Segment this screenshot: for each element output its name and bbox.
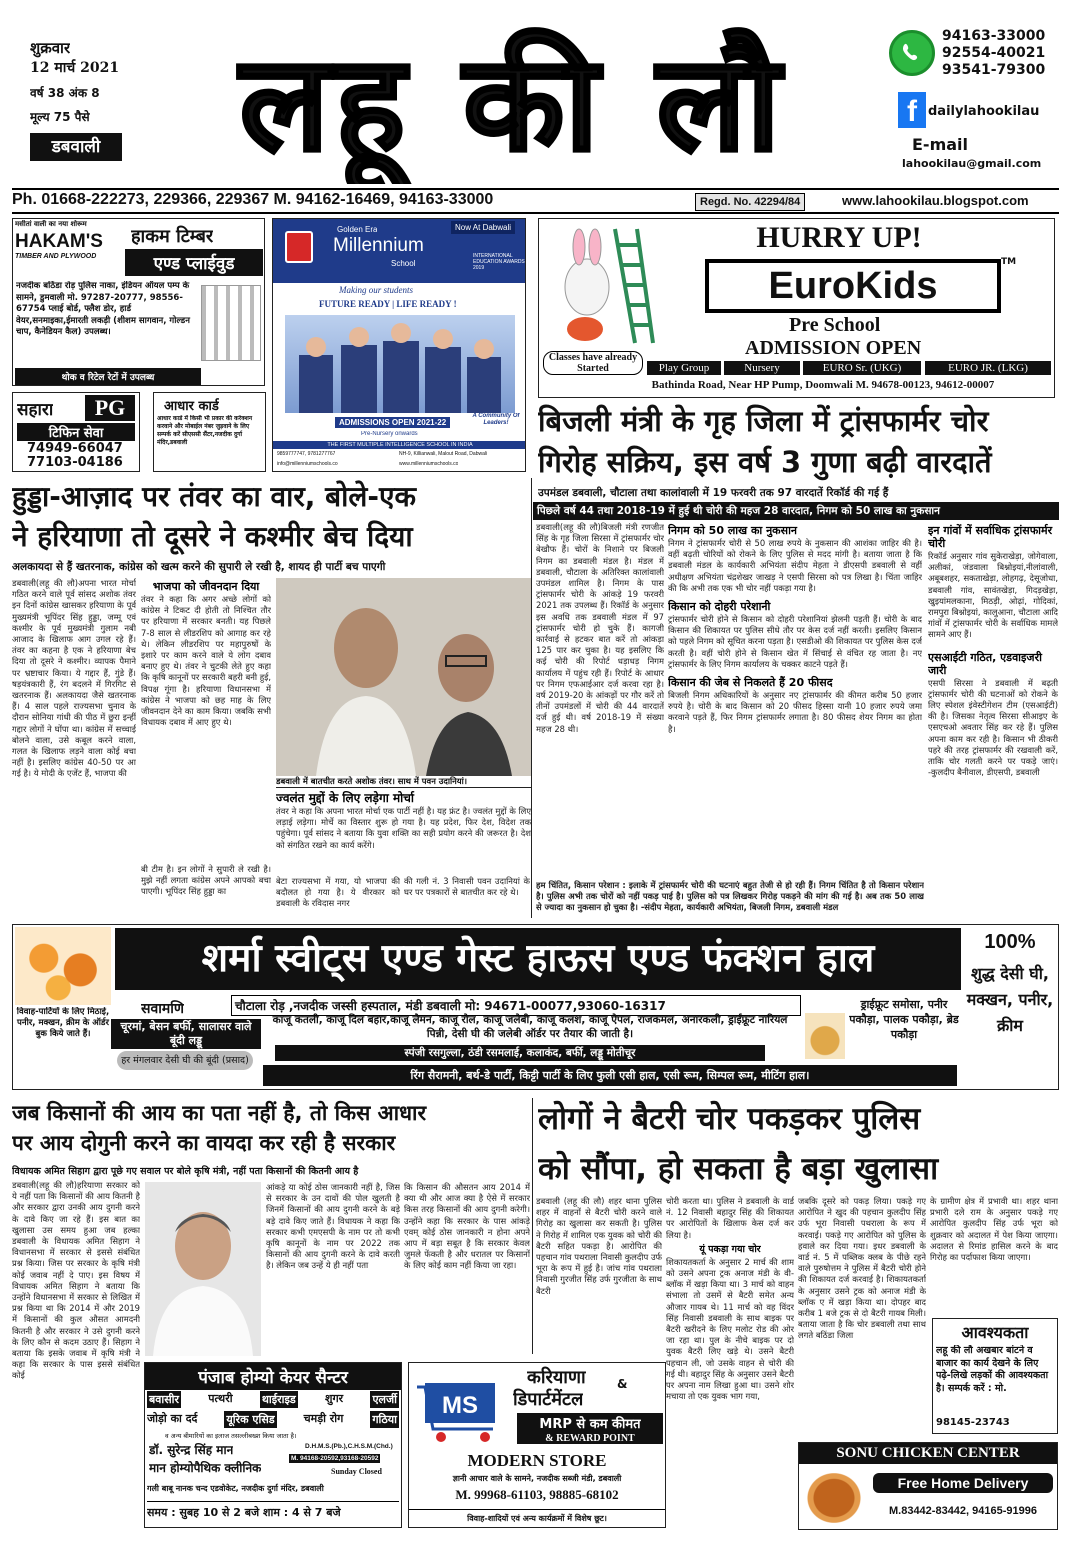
- sharma-sweets-ad: [12, 924, 1059, 1090]
- transformer-sub-3: किसान की जेब से निकलते हैं 20 फीसद: [668, 676, 833, 690]
- aadhar-body: आधार कार्ड में किसी भी प्रकार की करेक्शन करवाने और मोबाईल नंबर जुड़वाने के लिए सम्पर्क करें सीएससी सैंटर,नजदीक दुर्गा मंदिर,डबवाली: [157, 415, 253, 446]
- website: www.lahookilau.blogspot.com: [842, 193, 1029, 208]
- hooda-headline-1: हुड्डा-आज़ाद पर तंवर का वार, बोले-एक: [12, 480, 417, 513]
- millennium-address: NH-9, Killianwali, Malout Road, Dabwali: [399, 451, 488, 457]
- millennium-web: www.millenniumschools.co: [399, 461, 459, 467]
- punjab-homeo-ad: [144, 1362, 402, 1528]
- column-rule-1: [531, 478, 532, 918]
- punjab-sunday: Sunday Closed: [331, 1467, 382, 1476]
- kisan-headline-1: जब किसानों की आय का पता नहीं है, तो किस आधार: [12, 1101, 427, 1125]
- grade-euro-jr: EURO JR. (LKG): [925, 361, 1051, 375]
- phone-numbers: Ph. 01668-222273, 229366, 229367 M. 94162-16469, 94163-33000: [12, 191, 494, 208]
- hakam-timber-ad: [12, 218, 265, 386]
- modern-amp: &: [617, 1377, 628, 1391]
- millennium-now: Now At Dabwali: [451, 221, 515, 234]
- grade-nursery: Nursery: [724, 361, 800, 375]
- transformer-headline-1: बिजली मंत्री के गृह जिला में ट्रांसफार्मर चोर: [538, 404, 989, 438]
- punjab-row-2: [147, 1411, 399, 1428]
- facebook-icon: f: [898, 92, 926, 128]
- kisan-col-2: आंकड़े या कोई ठोस जानकारी नहीं है, जिस से सरकार के उन दावों की पोल खुलती है जिनमें किसानों की आय दुगनी करने के बड़े बड़े दावे किए जाते हैं। विधायक ने कहा कि सरकार कभी एमएसपी के नाम पर तो कभी कृषि कानूनों के नाम पर 2022 तक किसानों की आय दुगनी करने के दावे करती है। लेकिन जब उन्हें ये ही नहीं पता: [266, 1182, 400, 1271]
- modern-reward: & REWARD POINT: [517, 1433, 663, 1444]
- transformer-col-3b: एसपी सिरसा ने डबवाली में बढ़ती ट्रांसफार्मर चोरी की घटनाओं को रोकने के लिए स्पेशल इंवेस्टीगेशन टीम (एसआईटी) की है। जिसका नेतृत्व सिरसा सीआइए के एसएचओ अवतार सिंह कर रहे हैं। पुलिस अपना काम कर रही है। किसान भी ठीकरी पहरे की तरह ट्रांसफार्मर की रखवाली करें, ताकि चोर गलती करने पर पकड़े जाएं। -कुलदीप बैनीवाल, डीएसपी, डबवाली: [928, 677, 1058, 778]
- issue-date: 12 मार्च 2021: [30, 60, 120, 76]
- battery-col-1: डबवाली (लहू की लौ) शहर थाना पुलिस शहर में वाहनों से बैटरी चोरी करने वाले गिरोह का खुलासा कर सकती है। पुलिस ने गिरोह में शामिल एक युवक को चोरी की बैटरी सहित पकड़ा है। आरोपित की पहचान गांव पथराला निवासी कुलदीप उर्फ भूरा के रूप में हुई है। जांच गांव पथराला निवासी गुरजीत सिंह उर्फ गुरजीता के साथ बैटरी: [536, 1196, 662, 1296]
- modern-phones: M. 99968-61103, 98885-68102: [455, 1487, 619, 1502]
- hooda-col-2-text: तंवर ने कहा कि अगर अच्छे लोगों को कांग्रेस ने टिकट दी होती तो निश्चित तौर पर हरियाणा में सरकार बनती। यह पिछले 7-8 साल से लीडरशिप को आगाह कर रहे थे। लेकिन लीडरशिप पर महापुरुषों के इशारे पर काम करने वाले ये लोग दबाव बनाए हुए थे। तंवर ने चुटकी लेते हुए कहा कि कृषि कानूनों पर सरकारी बहरी बनी हुई, विपक्ष गूंगा है। हरियाणा विधानसभा में कांग्रेस ने भाजपा को छह माह के लिए जीवनदान देने का काम किया। जबकि सभी विधायक दबाव में आए हुए थे।: [141, 594, 271, 728]
- eurokids-brand: EuroKids: [768, 265, 938, 307]
- hooda-sub-2: ज्वलंत मुद्दों के लिए लड़ेगा मोर्चा: [276, 791, 415, 805]
- disease-arthritis: गठिया: [372, 1413, 397, 1426]
- whatsapp-number-2: 92554-40021: [942, 45, 1046, 61]
- sonu-chicken-ad: [798, 1442, 1058, 1530]
- aavashyakta-phone: 98145-23743: [936, 1417, 1010, 1428]
- tanwar-photo: [276, 578, 531, 776]
- hakam-title-2: एण्ड प्लाईवुड: [125, 249, 263, 276]
- hooda-sub-1: भाजपा को जीवनदान दिया: [152, 580, 260, 593]
- hakam-logo: [15, 231, 119, 279]
- students-photo: [285, 315, 515, 413]
- battery-col-2a: चोरी करता था। पुलिस ने डबवाली के वार्ड नं. 12 निवासी बहादुर सिंह की शिकायत पर आरोपितों के खिलाफ केस दर्ज कर लिया है।: [666, 1196, 794, 1240]
- savamani-items: चूरमां, बेसन बर्फी, सालासर वाले बूंदी लड्डू: [111, 1019, 261, 1049]
- battery-sub-1: यूं पकड़ा गया चोर: [699, 1243, 761, 1255]
- transformer-sub-5: एसआईटी गठित, एडवाइजरी जारी: [928, 650, 1042, 677]
- hooda-headline-2: ने हरियाणा तो दूसरे ने कश्मीर बेच दिया: [12, 520, 413, 553]
- transformer-col-2a: निगम ने ट्रांसफार्मर चोरी से 50 लाख रुपये के नुकसान की आशंका जाहिर की है। वहीं बढ़ती चोरियों को रोकने के लिए पुलिस से मदद मांगी है। बताया जाता है कि डबवाली मंडल के कार्यकारी अभियंता संदीप मेहता ने डीएसपी डबवाली से वहीं अधीक्षण अभियंता चंद्रशेखर जाखड़ ने एसपी सिरसा को पत्र लिखा है। चिंता जाहिर की कि अभी तक एक भी चोर नहीं पकड़ा गया है।: [668, 538, 922, 593]
- millennium-golden: Golden Era: [337, 225, 378, 234]
- issue-day: शुक्रवार: [30, 39, 71, 57]
- transformer-col-3: [928, 522, 1058, 918]
- classes-started: Classes have already Started: [543, 351, 643, 375]
- modern-mrp: MRP से कम कीमत: [517, 1413, 663, 1433]
- disease-joint-pain: जोड़ो का दर्द: [147, 1412, 198, 1425]
- transformer-deck: उपमंडल डबवाली, चौटाला तथा कालांवाली में 19 फरवरी तक 97 वारदातें रिकॉर्ड की गई हैं: [538, 487, 889, 499]
- millennium-community: A Community Of Leaders!: [472, 413, 520, 426]
- millennium-phones: 9859777747, 9781277767: [277, 451, 336, 457]
- millennium-first: THE FIRST MULTIPLE INTELLIGENCE SCHOOL IN INDIA: [273, 441, 526, 449]
- transformer-sub-2: किसान को दोहरी परेशानी: [668, 600, 771, 614]
- issue-price: मूल्य 75 पैसे: [30, 110, 90, 124]
- sharma-snacks: ड्राईफ्रूट समोसा, पनीर पकौड़ा, पालक पकौड़ा, ब्रेड पकौड़ा: [849, 998, 959, 1041]
- transformer-col-2: [668, 522, 922, 876]
- paper-title: लहू की लौ: [239, 27, 787, 181]
- modern-address: ज्ञानी आचार वाले के सामने, नजदीक सब्जी मंडी, डबवाली: [452, 1474, 622, 1483]
- battery-col-2b: शिकायतकर्ता के अनुसार 2 मार्च की शाम को उसने अपना ट्रक अनाज मंडी के वी-ब्लॉक में खड़ा किया था। 3 मार्च को वाहन संभाला तो उसमें से बैटरी समेत अन्य औजार गायब थे। 11 मार्च को वह विंदर सिंह निवासी डबवाली के साथ बाइक पर बैटरी खरीदने के लिए मलोट रोड की ओर जा रहा था। पुल के नीचे बाइक पर दो युवक बैटरी लिए खड़े थे। उसने बैटरी पहचान ली, जो उसके वाहन से चोरी की गई थी। बहादुर सिंह के अनुसार उसने बैटरी पर अपना नाम लिखा हुआ था। उसने शोर मचाया तो एक युवक भाग गया,: [666, 1256, 794, 1402]
- kisan-deck: विधायक अमित सिहाग द्वारा पूछे गए सवाल पर बोले कृषि मंत्री, नहीं पता किसानों की कितनी आय है: [12, 1166, 359, 1177]
- facebook-handle: dailylahookilau: [928, 104, 1040, 119]
- punjab-note: व अन्य बीमारियों का इलाज तसल्लीबख्श किया जाता है।: [165, 1432, 297, 1440]
- hakam-tag: मसीतां वाली का नया शोरूम: [15, 220, 87, 228]
- hurry-up: HURRY UP!: [756, 221, 922, 254]
- column-rule-2: [532, 1098, 533, 1354]
- modern-name: MODERN STORE: [467, 1451, 607, 1470]
- sonu-title: SONU CHICKEN CENTER: [799, 1443, 1057, 1464]
- masthead: [0, 0, 1071, 186]
- modern-line-1: करियाणा: [527, 1367, 586, 1388]
- hooda-col-6: की गली नं. 3 निवासी पवन उदानियां के घर पर पत्रकारों से बातचीत कर रहे थे।: [404, 876, 530, 898]
- transformer-col-2b: ट्रांसफार्मर चोरी होने से किसान को दोहरी परेशानियां झेलनी पड़ती हैं। चोरी के बाद किसान की शिकायत पर पुलिस सीधे तौर पर केस दर्ज नहीं करती। इसलिए किसान को पहले निगम को सूचित करना पड़ता है। एसडीओ की शिकायत पर पुलिस केस दर्ज करती है। वहीं चोरी होने से किसान खेत में सिंचाई से वंचित रह जाता है। नए ट्रांसफार्मर के लिए निगम कार्यालय के चक्कर काटने पड़ते हैं।: [668, 614, 922, 669]
- hooda-col-4: बी टीम है। इन लोगों ने सुपारी ले रखी है। मुझे नहीं लगता कांग्रेस अपने आपको बचा पाएगी। भूपिंदर सिंह हुड्डा का: [141, 864, 271, 897]
- hooda-col-3: [276, 790, 531, 874]
- millennium-school: School: [391, 259, 416, 268]
- whatsapp-icon: [889, 30, 935, 76]
- preschool: Pre School: [789, 314, 881, 336]
- punjab-phones: M. 94168-20592,93168-20592: [291, 1455, 379, 1462]
- sweets-left-caption: विवाह-पार्टियों के लिए मिठाई, पनीर, मक्खन, क्रीम के ऑर्डर बुक किये जाते हैं।: [16, 1007, 110, 1039]
- hakam-title-1: हाकम टिम्बर: [131, 226, 214, 247]
- punjab-address: गली बाबू नानक चन्द एडवोकेट, नजदीक दुर्गा मंदिर, डबवाली: [147, 1484, 324, 1493]
- sahara-badge: PG: [85, 395, 135, 421]
- modern-line-2: डिपार्टमेंटल: [513, 1389, 584, 1410]
- pure-percent: 100%: [984, 931, 1036, 953]
- aavashyakta-body: लहू की लौ अखबार बांटने व बाजार का कार्य देखने के लिए पढ़े-लिखे लड़कों की आवश्यकता है। सम्पर्क करें : मो.: [936, 1345, 1049, 1394]
- sharma-items-1: काजू कतली, काजू दिल बहार,काजू लैमन, काजू रोल, काजू जलेबी, काजू कलश, काजू ऐपल, राजकमल, अनारकली, ड्राईफ्रूट नारियल पिन्नी, देसी घी की जलेबी ऑर्डर पर तैयार की जाती है।: [272, 1014, 788, 1040]
- chicken-photo: [803, 1469, 865, 1527]
- disease-thyroid: थाईराइड: [261, 1393, 296, 1406]
- millennium-prenursery: Pre-Nursery onwards: [361, 431, 418, 437]
- disease-stone: पत्थरी: [208, 1392, 233, 1405]
- transformer-headline-2: गिरोह सक्रिय, इस वर्ष 3 गुणा बढ़ी वारदातें: [538, 445, 992, 479]
- sihag-photo: [145, 1182, 261, 1356]
- battery-headline-1: लोगों ने बैटरी चोर पकड़कर पुलिस: [538, 1101, 921, 1137]
- hakam-logo-sub: TIMBER AND PLYWOOD: [15, 253, 97, 260]
- sahara-pg-ad: [12, 392, 140, 472]
- modern-logo-text: MS: [442, 1392, 478, 1419]
- whatsapp-number-1: 94163-33000: [942, 28, 1046, 44]
- punjab-quals: D.H.M.S.(Pb.),C.H.S.M.(Chd.): [305, 1443, 393, 1450]
- sharma-address: चौटाला रोड़ ,नजदीक जस्सी हस्पताल, मंडी डबवाली मो: 94671-00077,93060-16317: [231, 995, 801, 1016]
- tiffin-label: टिफिन सेवा: [17, 423, 135, 441]
- transformer-col-3a: रिकॉर्ड अनुसार गांव सुकेराखेड़ा, जोगेवाला, अलीकां, जंडवाला बिश्नोइयां,नीलांवाली, अबूबशहर, सकताखेड़ा, लोहगढ़, देसूजोधा, डबवाली गांव, सावंतखेड़ा, गिदड़खेड़ा, खुइयांमलकाना, मिठड़ी, ओढ़ां, गोदिकां, रामपुरा बिश्नोइयां, कालुआना, चौटाला आदि गांवों में ट्रांसफार्मर चोरी के सर्वाधिक मामले सामने आए हैं।: [928, 551, 1058, 640]
- millennium-name: Millennium: [333, 235, 424, 256]
- transformer-bar: पिछले वर्ष 44 तथा 2018-19 में हुई थी चोरी की महज 28 वारदात, निगम को 50 लाख का नुकसान: [533, 502, 1059, 520]
- city-label: डबवाली: [30, 133, 122, 161]
- bunny-ladder-image: [545, 225, 655, 345]
- email-address: lahookilau@gmail.com: [902, 157, 1042, 170]
- admission-open: ADMISSION OPEN: [745, 337, 922, 359]
- millennium-tagline: FUTURE READY | LIFE READY !: [319, 299, 457, 309]
- hooda-col-1: डबवाली(लहू की लौ)अपना भारत मोर्चा गठित करने वाले पूर्व सांसद अशोक तंवर इन दिनों कांग्रेस खासकर हरियाणा के पूर्व मुख्यमंत्री भूपिंदर सिंह हुड्डा, जम्मू एवं कश्मीर के पूर्व मुख्यमंत्री गुलाम नबी आजाद के खिलाफ आग उगल रहे हैं। तंवर का कहना है एक ने हरियाणा बेच दिया तो दूसरे ने कश्मीर। व्यापक पैमाने पर भ्रष्टाचार किया। ये गद्दार हैं, गुंडे हैं। षड़यंत्रकारी हैं, रंग बदलने में गिरगिट से खतरनाक हैं। अलकायदा जैसे खतरनाक हैं। 4 साल पहले राज्यसभा चुनाव के दौरान सोनिया गांधी की पीठ में छुरा इन्हीं गद्दार लोगों ने घोंपा था। कांग्रेस में सच्चाई बोलने वाला, उसे कबूल करने वाला, गलत के खिलाफ लड़ने वाला कोई बचा नहीं है। इसलिए कांग्रेस 40-50 पर आ गई है। ये मोदी के एजेंट हैं, भाजपा की: [12, 578, 136, 779]
- battery-col-2: [666, 1196, 794, 1530]
- transformer-sub-4: इन गांवों में सर्वाधिक ट्रांसफार्मर चोरी: [928, 524, 1053, 550]
- modern-footer: विवाह-शादियों एवं अन्य कार्यक्रमों में विशेष छूट।: [409, 1509, 665, 1524]
- cart-logo: [415, 1377, 505, 1447]
- sweets-photo: [15, 927, 111, 1005]
- door-handles-image: [201, 285, 261, 361]
- hooda-col-2: [141, 578, 271, 860]
- punjab-title: पंजाब होम्यो केयर सैन्टर: [145, 1363, 401, 1390]
- samosa-photo: [805, 1013, 845, 1059]
- sahara-phone-1: 74949-66047: [27, 441, 123, 456]
- disease-sugar: शुगर: [325, 1392, 344, 1405]
- sonu-phones: M.83442-83442, 94165-91996: [888, 1505, 1037, 1517]
- savamani-label: सवामणि: [141, 1001, 184, 1017]
- transformer-col-2c: बिजली निगम अधिकारियों के अनुसार नए ट्रांसफार्मर की कीमत करीब 50 हजार रुपये है। चोरी के बाद किसान को 20 फीसद हिस्सा यानी 10 हजार रुपये जमा करवाने पड़ते हैं, फिर निगम ट्रांसफार्मर लगाता है। 80 फीसद शेयर निगम का होता है।: [668, 690, 922, 734]
- kisan-headline-2: पर आय दोगुनी करने का वायदा कर रही है सरकार: [12, 1131, 396, 1155]
- grade-play-group: Play Group: [647, 361, 721, 375]
- tanwar-caption: डबवाली में बातचीत करते अशोक तंवर। साथ में पवन उदानियां।: [276, 776, 531, 788]
- sharma-name: शर्मा स्वीट्स एण्ड गेस्ट हाऊस एण्ड फंक्शन हाल: [115, 928, 961, 990]
- transformer-quote: हम चिंतित, किसान परेशान : इलाके में ट्रांसफार्मर चोरी की घटनाएं बहुत तेजी से हो रही हैं। निगम चिंतित है तो किसान परेशान है। पुलिस अभी तक चोरों को नहीं पकड़ पाई है। पुलिस को पत्र लिखकर गिरोह पकड़ने की मांग की गई है। अब तक 50 लाख से ज्यादा का नुकसान हो चुका है। -संदीप मेहता, कार्यकारी अभियंता, बिजली निगम, डबवाली मंडल: [536, 880, 924, 913]
- kisan-col-1: डबवाली(लहू की लौ)हरियाणा सरकार को ये नहीं पता कि किसानों की आय कितनी है और सरकार द्वारा उनकी आय दुगनी करने के दावे किए जा रहे हैं। इस बात का खुलासा उस समय हुआ जब हल्का डबवाली के विधायक अमित सिहाग ने विधानसभा में सरकार से इससे संबंधित प्रश्न किया। जिस पर सरकार के कृषि मंत्री कोई जवाब नहीं दे पाए। इस विषय में विधायक अमित सिहाग ने बताया कि उन्होंने विधानसभा में सरकार से लिखित में प्रश्न किया था कि 2014 में और 2019 में किसानों की कुल औसत आमदनी कितनी है और सरकार ने उसे दुगनी करने के लिए कौन से कदम उठाए हैं। सिहाग ने बताया कि इसके जवाब में कृषि मंत्री ने कहा कि सरकार के पास इससे संबंधित कोई: [12, 1180, 140, 1381]
- whatsapp-numbers: [942, 28, 1045, 79]
- millennium-email: info@millenniumschools.co: [277, 461, 338, 467]
- disease-piles: बवासीर: [149, 1393, 180, 1406]
- millennium-making: Making our students: [339, 285, 413, 295]
- sharma-items-2: स्पंजी रसगुल्ला, ठंडी रसमलाई, कलाकंद, बर्फी, लड्डू मोतीचूर: [275, 1045, 765, 1061]
- eurokids-address: Bathinda Road, Near HP Pump, Doomwali M. 94678-00123, 94612-00007: [651, 379, 995, 391]
- email-label: E-mail: [912, 135, 969, 154]
- millennium-admissions: ADMISSIONS OPEN 2021-22: [335, 417, 450, 428]
- issue-volume: वर्ष 38 अंक 8: [30, 86, 100, 100]
- millennium-logo-icon: [285, 231, 313, 263]
- disease-allergy: एलर्जी: [372, 1393, 397, 1406]
- hooda-col-5: बेटा राज्यसभा में गया, यो भाजपा की बदौलत हो गया है। ये वीरकार को डबवाली के रविदास नगर: [276, 876, 400, 909]
- transformer-col-1: डबवाली(लहू की लौ)बिजली मंत्री रणजीत सिंह के गृह जिला सिरसा में ट्रांसफार्मर चोर बेखौफ हैं। चोरों के निशाने पर बिजली निगम का डबवाली मंडल है। मंडल में डबवाली, चौटाला के अतिरिक्त कालांवाली उपमंडल शामिल है। निगम के पास ट्रांसफार्मर चोरी के आंकड़े 19 फरवरी 2021 तक उपलब्ध हैं। रिकॉर्ड के अनुसार इस अवधि तक डबवाली मंडल में 97 ट्रांसफार्मर चोरी हो चुके हैं। कागजी कार्रवाई से हटकर बात करें तो आंकड़ा 125 पार कर चुका है। यह इसलिए कि कई चोरी की रिपोर्ट धड़ाधड़ निगम कार्यालय में पहुंच रही हैं। रिपोर्ट के आधार पर निगम एफआईआर दर्ज करवा रहा है। वर्ष 2019-20 के आंकड़ों पर गौर करें तो तीनों उपमंडलों में चोरी की 44 वारदातें दर्ज हुई थी। वर्ष 2018-19 में संख्या महज 28 थी।: [536, 522, 664, 734]
- pure-items: शुद्ध देसी घी, मक्खन, पनीर, क्रीम: [966, 964, 1054, 1035]
- punjab-clinic: मान होम्योपैथिक क्लीनिक: [149, 1461, 262, 1475]
- punjab-row-1: [147, 1391, 399, 1408]
- registration-number: Regd. No. 42294/84: [695, 193, 805, 211]
- aadhar-title: आधार कार्ड: [164, 399, 219, 414]
- phone-bar: [12, 188, 1059, 214]
- transformer-sub-1: निगम को 50 लाख का नुकसान: [668, 524, 798, 537]
- eurokids-ad: [538, 218, 1055, 398]
- hakam-logo-text: HAKAM'S: [15, 231, 103, 252]
- modern-store-ad: [408, 1362, 666, 1528]
- millennium-school-ad: [272, 218, 526, 472]
- battery-col-3: जबकि दूसरे को पकड़ लिया। पकड़े गए आरोपित ने खुद की पहचान कुलदीप सिंह उर्फ भूरा निवासी पथराला के रूप में करवाई। पकड़े गए आरोपित को पुलिस के हवाले कर दिया गया। इधर डबवाली के वार्ड नं. 5 में पब्लिक क्लब के पीछे रहने वाले पुरुषोत्तम ने पुलिस में बैटरी चोरी होने की शिकायत दर्ज करवाई है। शिकायतकर्ता के अनुसार उसने ट्रक को अनाज मंडी के ब्लॉक ए में खड़ा किया था। दोपहर बाद करीब 1 बजे ट्रक से दो बैटरी गायब मिली। बताया जाता है कि चोर डबवाली तथा साथ लगते बठिंडा जिला: [798, 1196, 926, 1341]
- punjab-doctor: डॉ. सुरेन्द्र सिंह मान: [149, 1443, 234, 1457]
- sharma-items-3: रिंग सैरामनी, बर्थ-डे पार्टी, किट्टी पार्टी के लिए फुली एसी हाल, एसी रूम, सिम्पल रूम, मीटिंग हाल।: [263, 1065, 957, 1086]
- hooda-deck: अलकायदा से हैं खतरनाक, कांग्रेस को खत्म करने की सुपारी ले रखी है, शायद ही पार्टी बच पाएगी: [12, 561, 386, 573]
- hakam-body: नजदीक बठिंडा रोड़ पुलिस नाका, इंडियन ऑयल पम्प के सामने, डुमवाली मो. 97287-20777, 98556-67754 प्लाई बोर्ड, फ्लैश डोर, हार्ड वेयर,सनमाइका,ईमारती लकड़ी (शीशम सागवान, गोल्डन चाप, कैनेडियन कैल) उपलब्ध।: [16, 281, 190, 337]
- hakam-footer: थोक व रिटेल रेटों में उपलब्ध: [15, 368, 201, 385]
- mangalwar-prasad: हर मंगलवार देसी घी की बूंदी (प्रसाद): [117, 1051, 253, 1070]
- sonu-delivery: Free Home Delivery: [873, 1473, 1053, 1493]
- battery-headline-2: को सौंपा, हो सकता है बड़ा खुलासा: [538, 1151, 939, 1187]
- punjab-timing: समय : सुबह 10 से 2 बजे शाम : 4 से 7 बजे: [147, 1501, 399, 1520]
- aavashyakta-ad: [932, 1318, 1058, 1434]
- battery-col-4: के ग्रामीण क्षेत्र में प्रभावी था। शहर थाना प्रभारी दले राम के अनुसार पकड़े गए आरोपित कुलदीप सिंह उर्फ भूरा को शुक्रवार को अदालत में पेश किया जाएगा। अदालत से रिमांड हासिल करने के बाद गिरोह का पर्दाफाश किया जाएगा।: [930, 1196, 1058, 1263]
- hooda-col-3-text: तंवर ने कहा कि अपना भारत मोर्चा एक पार्टी नहीं है। यह फ्रंट है। ज्वलंत मुद्दों के लिए लड़ाई लड़ेगा। मोर्चे का विस्तार शुरू हो गया है। यह प्रदेश, फिर देश, विदेश तक पहुंचेगा। पूर्व सांसद ने बताया कि युवा शक्ति का सही प्रयोग करने की जरूरत है। देश को संगठित रखने का कार्य करेंगे।: [276, 806, 531, 850]
- disease-skin: चमड़ी रोग: [303, 1412, 344, 1425]
- sahara-phone-2: 77103-04186: [27, 455, 123, 470]
- kisan-col-3: कि किसान की औसतन आय 2014 में क्या थी और आज क्या है ऐसे में सरकार किस तरह किसानों की आय दुगनी करेगी। उन्होंने कहा कि सरकार के पास आंकड़े एवम् कोई ठोस जानकारी न होना अपने आप में बड़ा सबूत है कि सरकार केवल जुमले फेंकती है और धरातल पर किसानों के लिए कोई काम नहीं किया जा रहा।: [404, 1182, 530, 1271]
- disease-uric-acid: यूरिक एसिड: [226, 1413, 275, 1426]
- trademark: TM: [1001, 257, 1017, 267]
- whatsapp-number-3: 93541-79300: [942, 62, 1046, 78]
- aadhar-ad: [153, 392, 266, 472]
- sahara-title: सहारा: [17, 400, 54, 420]
- millennium-award: INTERNATIONAL EDUCATION AWARDS 2019: [473, 253, 525, 271]
- grade-euro-sr: EURO Sr. (UKG): [803, 361, 921, 375]
- aavashyakta-title: आवश्यकता: [961, 1323, 1029, 1342]
